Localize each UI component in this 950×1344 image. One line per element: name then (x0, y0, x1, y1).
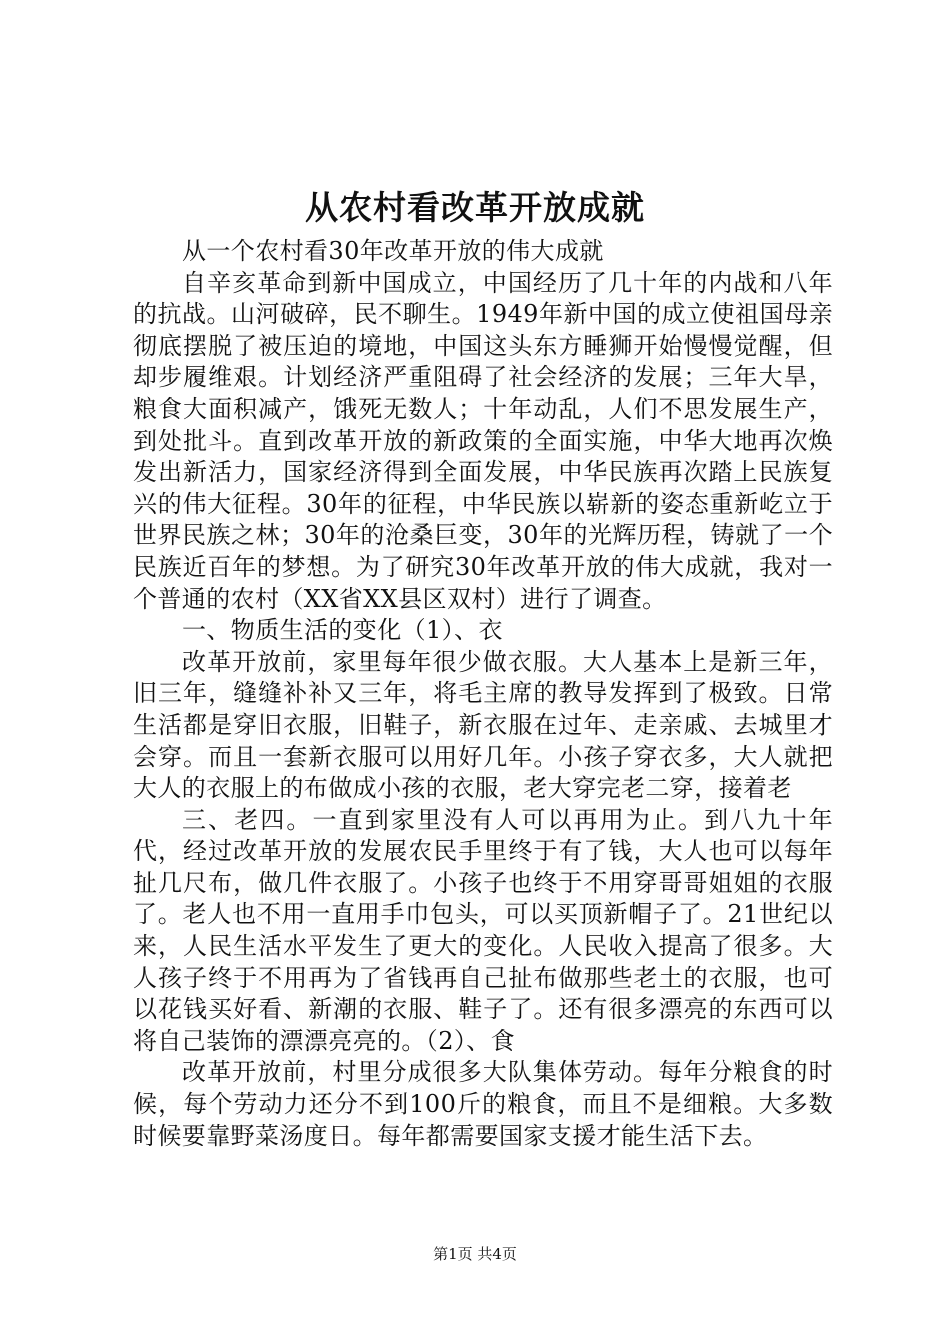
document-body (133, 236, 833, 1152)
body-paragraph: 自辛亥革命到新中国成立，中国经历了几十年的内战和八年的抗战。山河破碎，民不聊生。1949年新中国的成立使祖国母亲彻底摆脱了被压迫的境地，中国这头东方睡狮开始慢慢觉醒，但却步履维艰。计划经济严重阻碍了社会经济的发展；三年大旱，粮食大面积减产，饿死无数人；十年动乱，人们不思发展生产，到处批斗。直到改革开放的新政策的全面实施，中华大地再次焕发出新活力，国家经济得到全面发展，中华民族再次踏上民族复兴的伟大征程。30年的征程，中华民族以崭新的姿态重新屹立于世界民族之林；30年的沧桑巨变，30年的光辉历程，铸就了一个民族近百年的梦想。为了研究30年改革开放的伟大成就，我对一个普通的农村（XX省XX县区双村）进行了调查。 (133, 268, 833, 613)
page-footer: 第1页 共4页 (433, 1245, 517, 1263)
section-heading: 一、物质生活的变化（1）、衣 (182, 616, 503, 645)
subtitle-paragraph: 从一个农村看30年改革开放的伟大成就 (182, 237, 604, 265)
body-paragraph: 改革开放前，村里分成很多大队集体劳动。每年分粮食的时候，每个劳动力还分不到100斤的粮食，而且不是细粮。大多数时候要靠野菜汤度日。每年都需要国家支援才能生活下去。 (133, 1058, 833, 1150)
body-paragraph: 改革开放前，家里每年很少做衣服。大人基本上是新三年，旧三年，缝缝补补又三年，将毛主席的教导发挥到了极致。日常生活都是穿旧衣服，旧鞋子，新衣服在过年、走亲戚、去城里才会穿。而且一套新衣服可以用好几年。小孩子穿衣多，大人就把大人的衣服上的布做成小孩的衣服，老大穿完老二穿，接着老 (133, 647, 833, 803)
body-paragraph: 三、老四。一直到家里没有人可以再用为止。到八九十年代，经过改革开放的发展农民手里终于有了钱，大人也可以每年扯几尺布，做几件衣服了。小孩子也终于不用穿哥哥姐姐的衣服了。老人也不用一直用手巾包头，可以买顶新帽子了。21世纪以来，人民生活水平发生了更大的变化。人民收入提高了很多。大人孩子终于不用再为了省钱再自己扯布做那些老土的衣服，也可以花钱买好看、新潮的衣服、鞋子了。还有很多漂亮的东西可以将自己装饰的漂漂亮亮的。（2）、食 (133, 805, 833, 1055)
document-title: 从农村看改革开放成就 (305, 188, 645, 227)
